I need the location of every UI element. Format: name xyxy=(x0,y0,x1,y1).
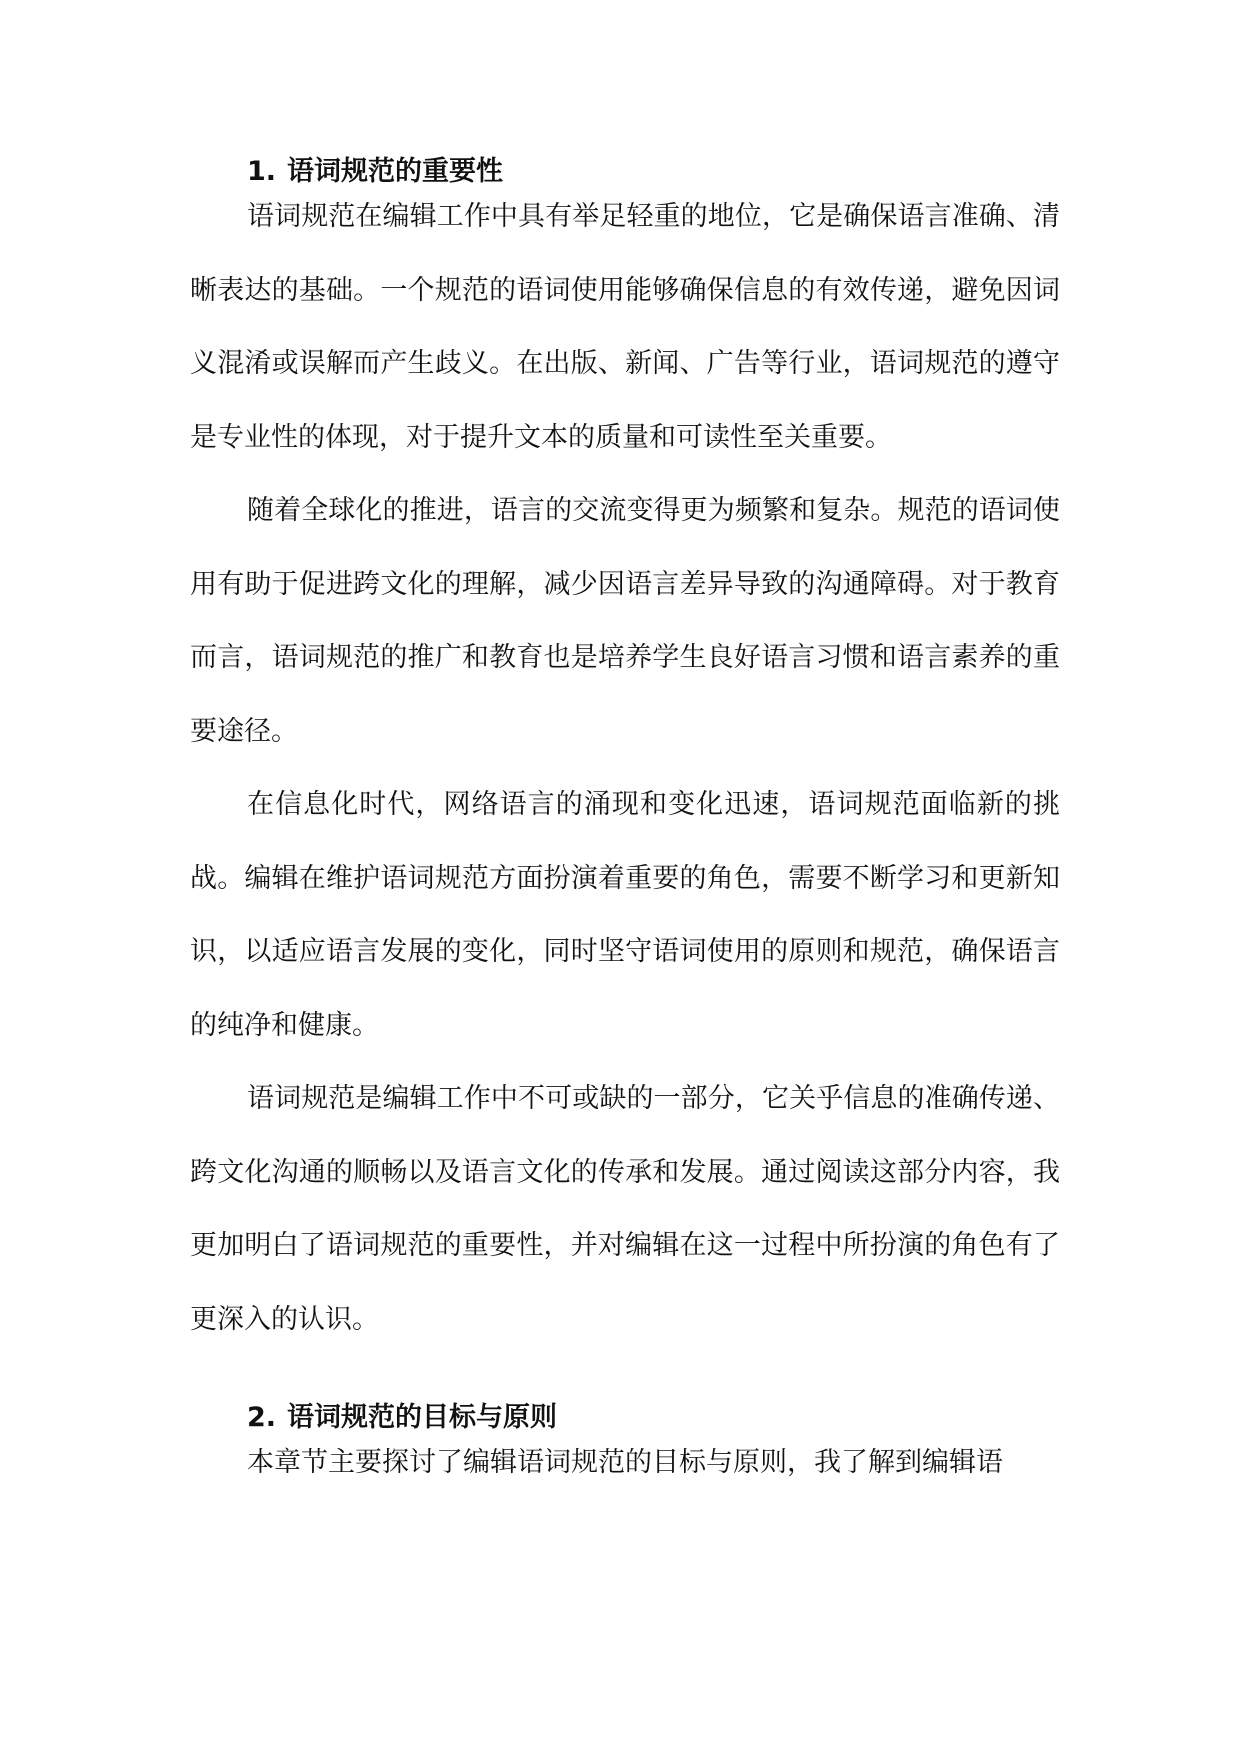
section-1-paragraph-1: 语词规范在编辑工作中具有举足轻重的地位，它是确保语言准确、清晰表达的基础。一个规范的语词使用能够确保信息的有效传递，避免因词义混淆或误解而产生歧义。在出版、新闻、广告等行业，语词规范的遵守是专业性的体现，对于提升文本的质量和可读性至关重要。 xyxy=(190,201,1060,453)
section-2-paragraph-1: 本章节主要探讨了编辑语词规范的目标与原则，我了解到编辑语 xyxy=(247,1447,1003,1478)
section-1-title: 语词规范的重要性 xyxy=(287,156,503,187)
section-1-paragraph-3: 在信息化时代，网络语言的涌现和变化迅速，语词规范面临新的挑战。编辑在维护语词规范方面扮演着重要的角色，需要不断学习和更新知识，以适应语言发展的变化，同时坚守语词使用的原则和规范，确保语言的纯净和健康。 xyxy=(190,789,1060,1041)
section-2-number: 2. xyxy=(247,1402,277,1433)
document-page xyxy=(190,0,1060,1754)
section-1-number: 1. xyxy=(247,156,277,187)
section-2-title: 语词规范的目标与原则 xyxy=(287,1402,557,1433)
section-1-paragraph-4: 语词规范是编辑工作中不可或缺的一部分，它关乎信息的准确传递、跨文化沟通的顺畅以及语言文化的传承和发展。通过阅读这部分内容，我更加明白了语词规范的重要性，并对编辑在这一过程中所扮演的角色有了更深入的认识。 xyxy=(190,1083,1060,1335)
section-1-paragraph-2: 随着全球化的推进，语言的交流变得更为频繁和复杂。规范的语词使用有助于促进跨文化的理解，减少因语言差异导致的沟通障碍。对于教育而言，语词规范的推广和教育也是培养学生良好语言习惯和语言素养的重要途径。 xyxy=(190,495,1060,747)
